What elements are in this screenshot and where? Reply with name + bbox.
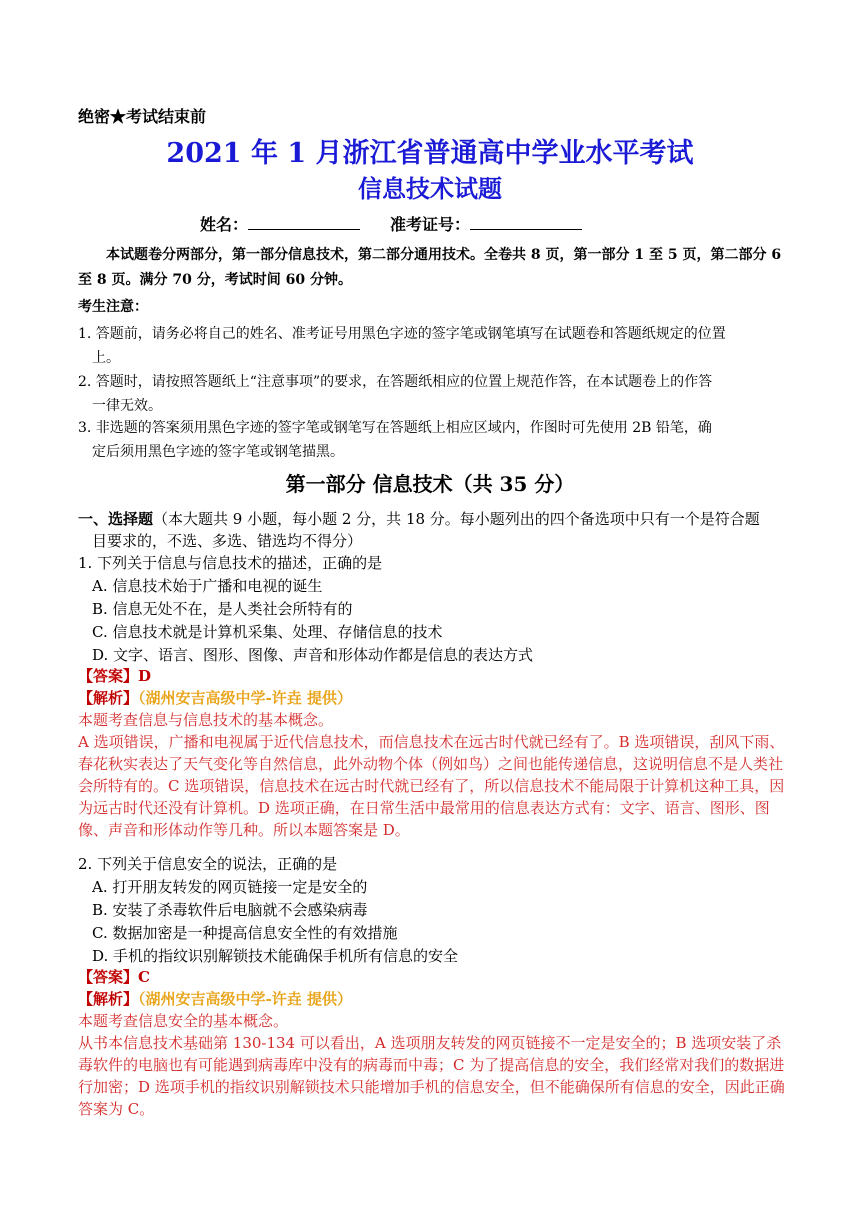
id-blank (470, 215, 582, 230)
id-label: 准考证号： (390, 215, 471, 234)
analysis-text: A 选项错误，广播和电视属于近代信息技术，而信息技术在远古时代就已经有了。B 选项错误，刮风下雨、春花秋实表达了天气变化等自然信息，此外动物个体（例如鸟）之间也能传递信息，这说明信息不是人类社会所特有的。C 选项错误，信息技术在远古时代就已经有了，所以信息技术不能局限于计算机这种工具，因为远古时代还没有计算机。D 选项正确，在日常生活中最常用的信息表达方式有：文字、语言、图形、图像、声音和形体动作等几种。所以本题答案是 D。 (78, 733, 785, 839)
option-c: C. 数据加密是一种提高信息安全性的有效措施 (92, 924, 398, 942)
analysis-heading (78, 687, 352, 708)
candidate-info-row (200, 212, 612, 235)
option-b: B. 信息无处不在，是人类社会所特有的 (92, 600, 353, 618)
answer-label: 【答案】 (78, 968, 139, 986)
analysis-heading (78, 988, 352, 1009)
notice-item-text: 2. 答题时，请按照答题纸上“注意事项”的要求，在答题纸相应的位置上规范作答，在本试题卷上的作答 (78, 374, 713, 390)
answer-line (78, 966, 150, 987)
part-desc-cont: 目要求的，不选、多选、错选均不得分） (92, 532, 363, 550)
answer-label: 【答案】 (78, 667, 139, 685)
exam-subtitle: 信息技术试题 (358, 174, 502, 203)
analysis-label: 【解析】 (78, 990, 139, 1008)
answer-value: D (138, 667, 152, 685)
notice-item-text: 3. 非选题的答案须用黑色字迹的签字笔或钢笔写在答题纸上相应区域内，作图时可先使用 2B 铅笔，确 (78, 420, 712, 436)
answer-value: C (138, 968, 150, 986)
notice-item (78, 322, 784, 370)
part-label: 一、选择题 (78, 510, 154, 528)
analysis-label: 【解析】 (78, 689, 139, 707)
option-a: A. 信息技术始于广播和电视的诞生 (92, 577, 323, 595)
option-a: A. 打开朋友转发的网页链接一定是安全的 (92, 878, 368, 896)
exam-title: 2021 年 1 月浙江省普通高中学业水平考试 (166, 138, 694, 169)
analysis-text: 本题考查信息与信息技术的基本概念。 (78, 711, 334, 729)
notice-item-cont: 上。 (92, 350, 120, 366)
name-label: 姓名： (200, 215, 249, 234)
name-blank (248, 215, 360, 230)
notice-item (78, 370, 784, 418)
part-heading (78, 508, 760, 529)
question-stem: 1. 下列关于信息与信息技术的描述，正确的是 (78, 554, 383, 572)
analysis-source: （湖州安吉高级中学-许垚 提供） (138, 689, 352, 707)
analysis-source: （湖州安吉高级中学-许垚 提供） (138, 990, 352, 1008)
notice-item-text: 1. 答题前，请务必将自己的姓名、准考证号用黑色字迹的签字笔或钢笔填写在试题卷和答题纸规定的位置 (78, 326, 726, 342)
option-c: C. 信息技术就是计算机采集、处理、存储信息的技术 (92, 623, 443, 641)
notice-item-cont: 定后须用黑色字迹的签字笔或钢笔描黑。 (92, 444, 344, 460)
confidential-label: 绝密★考试结束前 (78, 107, 207, 126)
notice-heading: 考生注意： (78, 299, 148, 315)
part-desc: （本大题共 9 小题，每小题 2 分，共 18 分。每小题列出的四个备选项中只有一个是符合题 (153, 510, 760, 528)
analysis-text: 本题考查信息安全的基本概念。 (78, 1012, 289, 1030)
option-b: B. 安装了杀毒软件后电脑就不会感染病毒 (92, 901, 368, 919)
notice-item-cont: 一律无效。 (92, 398, 162, 414)
notice-item (78, 416, 784, 464)
option-d: D. 手机的指纹识别解锁技术能确保手机所有信息的安全 (92, 947, 459, 965)
section-title: 第一部分 信息技术（共 35 分） (285, 472, 575, 496)
analysis-text: 从书本信息技术基础第 130-134 可以看出，A 选项朋友转发的网页链接不一定是安全的；B 选项安装了杀毒软件的电脑也有可能遇到病毒库中没有的病毒而中毒；C 为了提高信息的安全，我们经常对我们的数据进行加密；D 选项手机的指纹识别解锁技术只能增加手机的信息安全，但不能确保所有信息的安全，因此正确答案为 C。 (78, 1034, 785, 1118)
question-stem: 2. 下列关于信息安全的说法，正确的是 (78, 855, 338, 873)
option-d: D. 文字、语言、图形、图像、声音和形体动作都是信息的表达方式 (92, 646, 534, 664)
intro-paragraph: 本试题卷分两部分，第一部分信息技术，第二部分通用技术。全卷共 8 页，第一部分 1 至 5 页，第二部分 6 至 8 页。满分 70 分，考试时间 60 分钟。 (78, 247, 782, 288)
answer-line (78, 665, 151, 686)
